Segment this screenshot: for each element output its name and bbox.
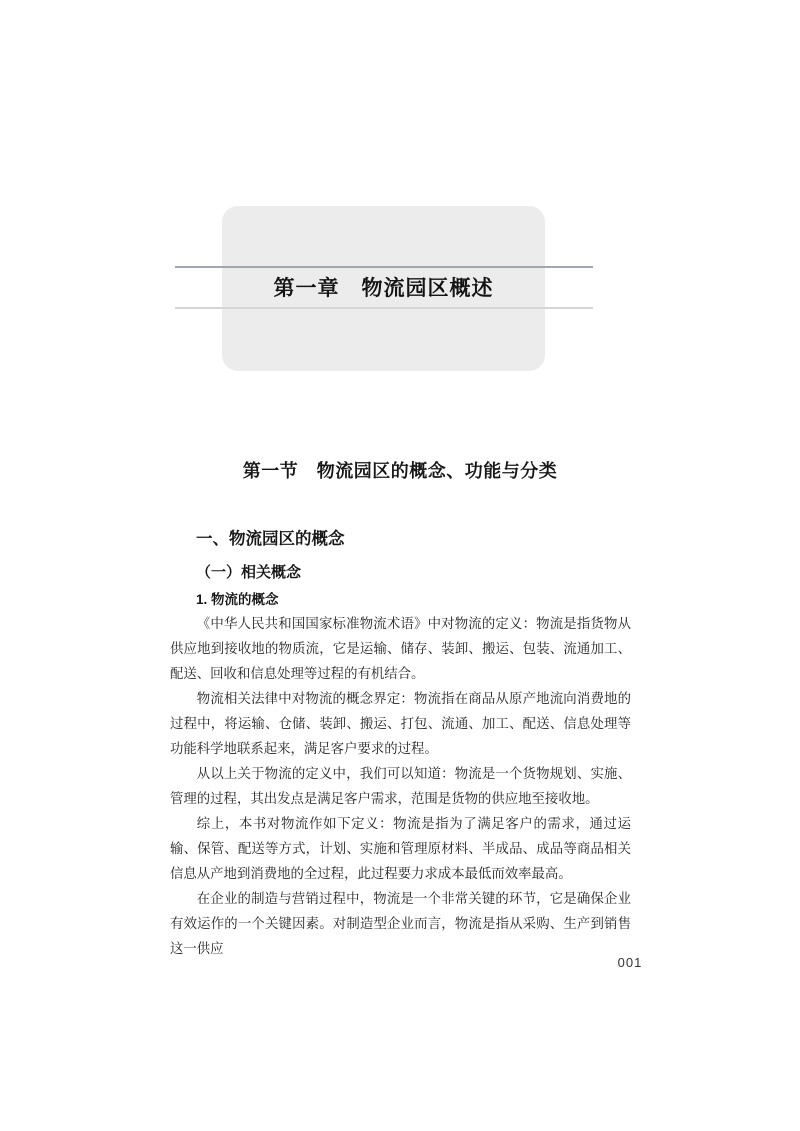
chapter-rule-top [175, 266, 593, 268]
paragraph-summary-of-definitions: 从以上关于物流的定义中，我们可以知道：物流是一个货物规划、实施、管理的过程，其出发点是满足客户需求，范围是货物的供应地至接收地。 [170, 766, 631, 806]
chapter-title: 第一章 物流园区概述 [273, 276, 494, 300]
heading-level3-logistics-concept: 1. 物流的概念 [196, 592, 279, 607]
page-number: 001 [617, 955, 643, 970]
paragraph-definition-law: 物流相关法律中对物流的概念界定：物流指在商品从原产地流向消费地的过程中，将运输、仓储、装卸、搬运、打包、流通、加工、配送、信息处理等功能科学地联系起来，满足客户要求的过程。 [170, 691, 631, 756]
heading-level1-concept: 一、物流园区的概念 [196, 530, 345, 548]
paragraph-definition-national-standard: 《中华人民共和国国家标准物流术语》中对物流的定义：物流是指货物从供应地到接收地的物质流，它是运输、储存、装卸、搬运、包装、流通加工、配送、回收和信息处理等过程的有机结合。 [170, 616, 631, 681]
paragraph-enterprise-role: 在企业的制造与营销过程中，物流是一个非常关键的环节，它是确保企业有效运作的一个关键因素。对制造型企业而言，物流是指从采购、生产到销售这一供应 [170, 891, 631, 956]
body-text [170, 611, 631, 961]
section-title: 第一节 物流园区的概念、功能与分类 [242, 461, 558, 481]
paragraph-book-definition: 综上，本书对物流作如下定义：物流是指为了满足客户的需求，通过运输、保管、配送等方式，计划、实施和管理原材料、半成品、成品等商品相关信息从产地到消费地的全过程，此过程要力求成本最低而效率最高。 [170, 816, 631, 881]
chapter-rule-bottom [175, 307, 593, 309]
heading-level2-related-concepts: （一）相关概念 [196, 564, 302, 581]
